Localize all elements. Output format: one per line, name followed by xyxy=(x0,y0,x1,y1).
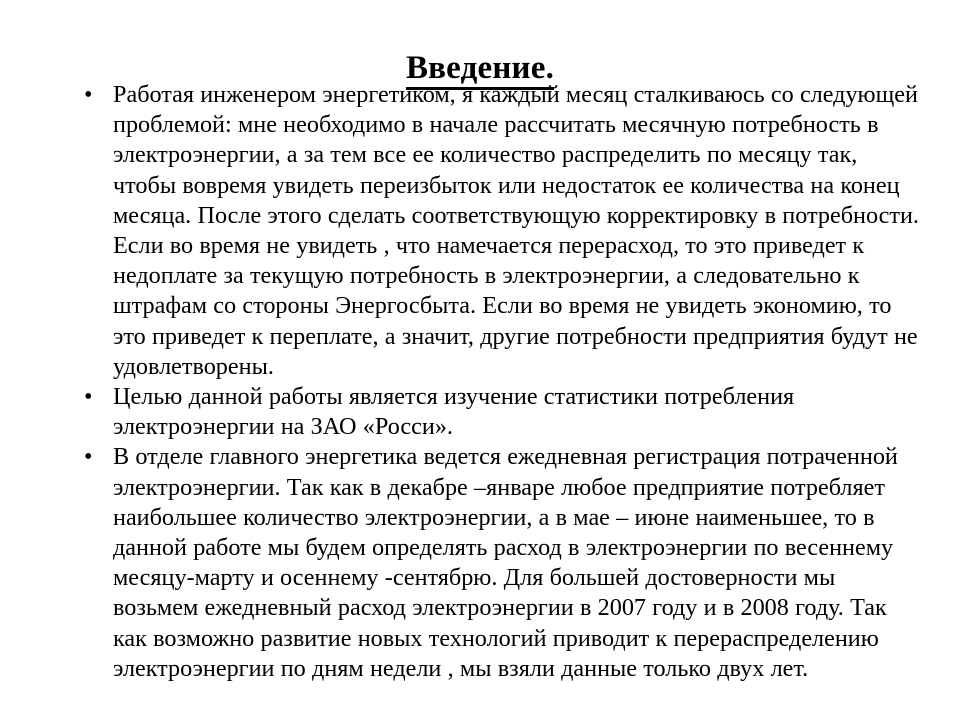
bullet-text-method: В отделе главного энергетика ведется ежедневная регистрация потраченной электроэнергии. Так как в декабре –январе любое предприятие потребляет наибольшее количество электроэнергии, а в мае – июне наименьшее, то в данной работе мы будем определять расход в электроэнергии по весеннему месяцу-марту и осеннему -сентябрю. Для большей достоверности мы возьмем ежедневный расход электроэнергии в 2007 году и в 2008 году. Так как возможно развитие новых технологий приводит к перераспределению электроэнергии по дням недели , мы взяли данные только двух лет. xyxy=(113,443,898,682)
slide-title-text: Введение. xyxy=(406,50,554,90)
bullet-marker-icon: • xyxy=(84,443,93,471)
bullet-text-problem-statement: Работая инженером энергетиком, я каждый месяц сталкиваюсь со следующей проблемой: мне необходимо в начале рассчитать месячную потребность в электроэнергии, а за тем все ее количество распределить по месяцу так, чтобы вовремя увидеть переизбыток или недостаток ее количества на конец месяца. После этого сделать соответствующую корректировку в потребности. Если во время не увидеть , что намечается перерасход, то это приведет к недоплате за текущую потребность в электроэнергии, а следовательно к штрафам со стороны Энергосбыта. Если во время не увидеть экономию, то это приведет к переплате, а значит, другие потребности предприятия будут не удовлетворены. xyxy=(113,81,919,380)
bullet-item-method xyxy=(72,442,922,684)
bullet-marker-icon: • xyxy=(84,81,93,108)
bullet-marker-icon: • xyxy=(84,383,93,411)
bullet-item-goal xyxy=(72,382,922,442)
bullet-item-problem-statement xyxy=(72,80,922,382)
slide-body xyxy=(72,80,922,684)
bullet-text-goal: Целью данной работы является изучение статистики потребления электроэнергии на ЗАО «Росси». xyxy=(113,383,795,441)
